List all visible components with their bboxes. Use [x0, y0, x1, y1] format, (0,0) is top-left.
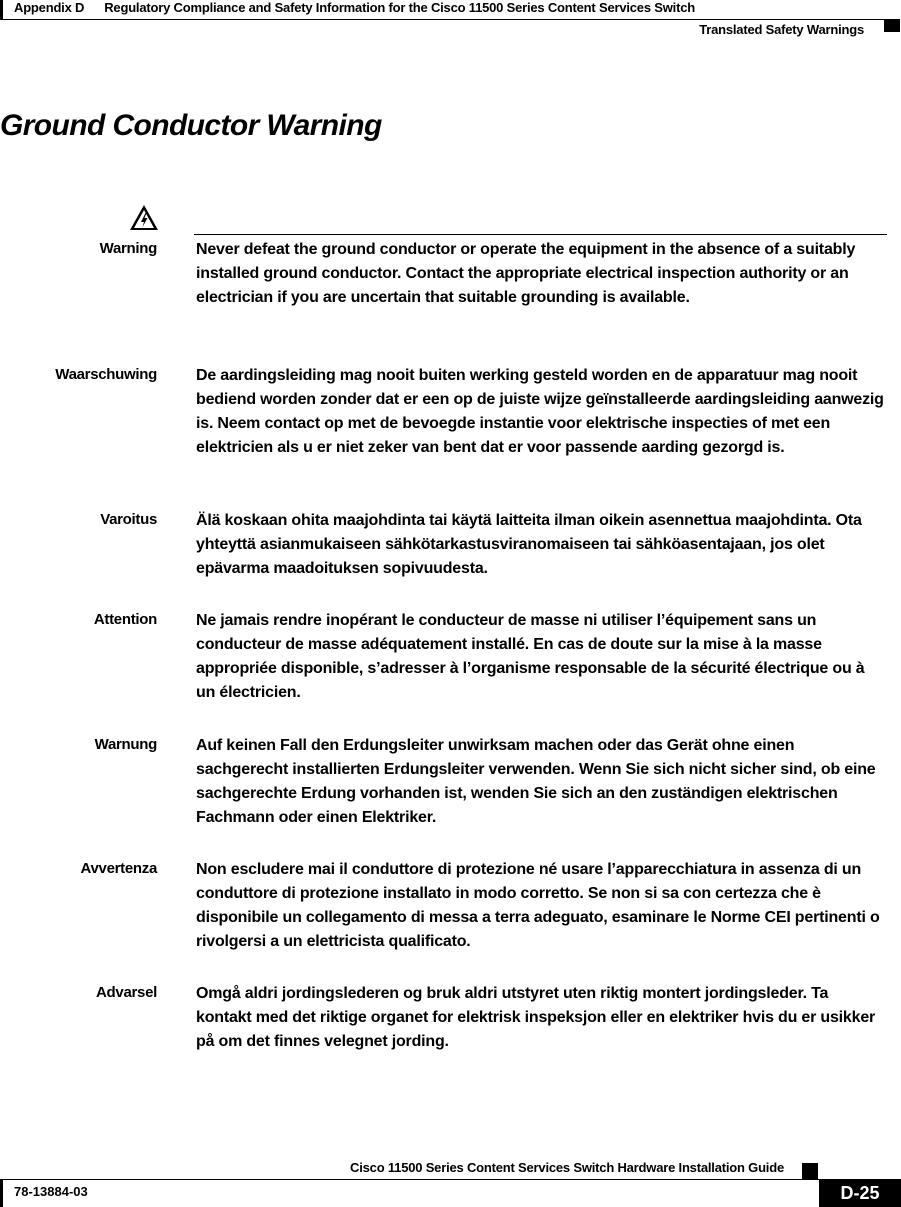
warning-label: Avvertenza	[80, 860, 157, 877]
warning-text: De aardingsleiding mag nooit buiten werking gesteld worden en de apparatuur mag nooit bediend worden zonder dat er een op de juiste wijze geïnstalleerde aardingsleiding aanwezig is. Neem contact op met de bevoegde instantie voor elektrische inspecties of met een elektricien als u er niet zeker van bent dat er voor passende aarding gezorgd is.	[196, 367, 884, 456]
warning-label: Waarschuwing	[55, 366, 157, 383]
warning-label: Attention	[93, 611, 157, 628]
warning-text: Auf keinen Fall den Erdungsleiter unwirksam machen oder das Gerät ohne einen sachgerecht installierten Erdungsleiter verwenden. Wenn Sie sich nicht sicher sind, ob eine sachgerechte Erdung vorhanden ist, wenden Sie sich an den zuständigen elektrischen Fachmann oder einen Elektriker.	[196, 737, 876, 826]
footer-marker	[802, 1163, 818, 1179]
header-appendix: Appendix D	[14, 0, 85, 15]
running-header	[14, 0, 695, 16]
warning-text: Never defeat the ground conductor or operate the equipment in the absence of a suitably installed ground conductor. Contact the appropriate electrical inspection authority or an electrician if you are uncertain that suitable grounding is available.	[196, 241, 856, 306]
warning-icon	[129, 204, 159, 231]
warning-text: Ne jamais rendre inopérant le conducteur de masse ni utiliser l’équipement sans un conducteur de masse adéquatement installé. En cas de doute sur la mise à la masse appropriée disponible, s’adresser à l’organisme responsable de la sécurité électrique ou à un électricien.	[196, 612, 865, 701]
warning-label: Warning	[99, 240, 157, 257]
warning-text: Non escludere mai il conduttore di protezione né usare l’apparecchiatura in assenza di un conduttore di protezione installato in modo corretto. Se non si sa con certezza che è disponibile un collegamento di messa a terra adeguato, esaminare le Norme CEI pertinenti o rivolgersi a un elettricista qualificato.	[196, 861, 880, 950]
page-title: Ground Conductor Warning	[0, 109, 382, 142]
header-chapter-title: Regulatory Compliance and Safety Information for the Cisco 11500 Series Content Services Switch	[104, 0, 695, 15]
warning-label: Advarsel	[96, 984, 157, 1001]
warning-text: Omgå aldri jordingslederen og bruk aldri utstyret uten riktig montert jordingsleder. Ta kontakt med det riktige organet for elektrisk inspeksjon eller en elektriker hvis du er usikker på om det finnes velegnet jording.	[196, 985, 876, 1050]
warning-label: Warnung	[94, 736, 157, 753]
footer-doc-number: 78-13884-03	[14, 1184, 88, 1199]
header-rule	[0, 19, 884, 20]
warning-text: Älä koskaan ohita maajohdinta tai käytä laitteita ilman oikein asennettua maajohdinta. Ota yhteyttä asianmukaiseen sähkötarkastusviranomaiseen tai sähköasentajaan, jos olet epävarma maadoituksen sopivuudesta.	[196, 512, 862, 577]
warning-label: Varoitus	[100, 511, 157, 528]
footer-rule	[0, 1179, 901, 1180]
footer-guide-title: Cisco 11500 Series Content Services Switch Hardware Installation Guide	[350, 1160, 784, 1175]
page-number: D-25	[819, 1180, 901, 1207]
footer-left-bar	[0, 1180, 3, 1207]
header-section: Translated Safety Warnings	[699, 22, 864, 37]
header-marker	[884, 19, 900, 32]
warning-rule	[194, 234, 887, 235]
header-left-bar	[0, 0, 3, 19]
